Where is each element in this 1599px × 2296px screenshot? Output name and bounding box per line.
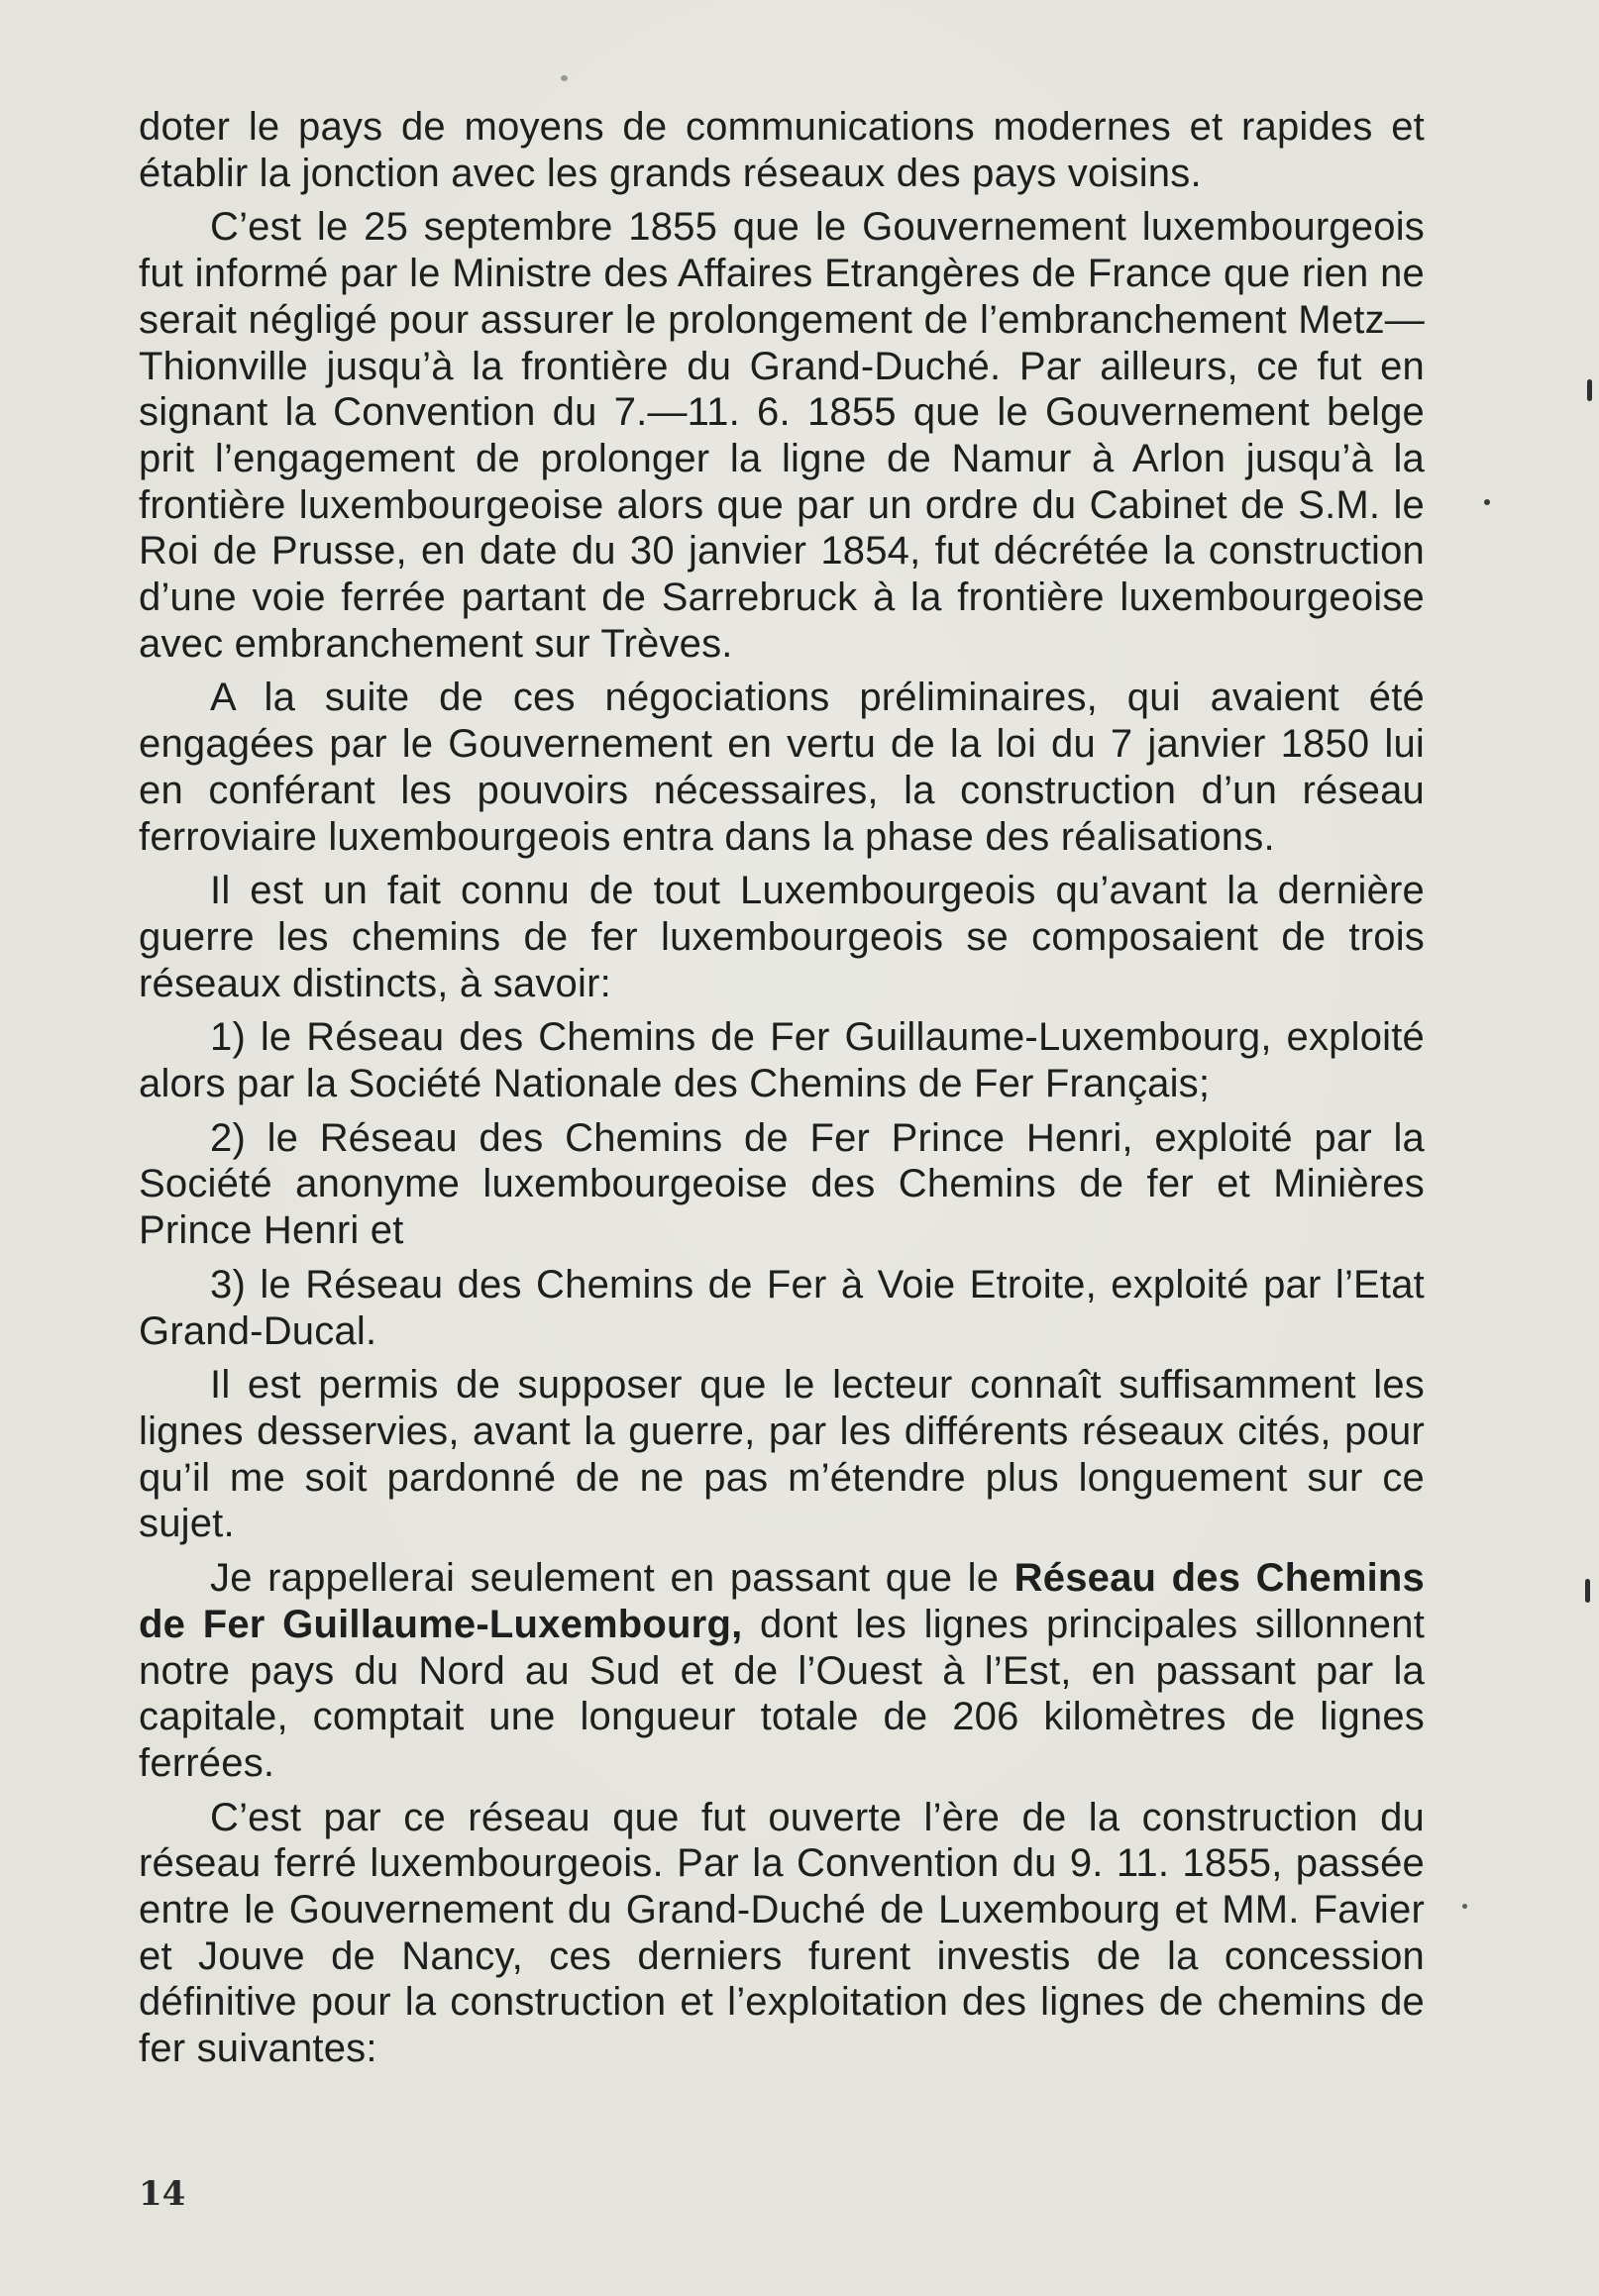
edge-mark [1587,379,1592,401]
paragraph-three-networks: Il est un fait connu de tout Luxembourgeois qu’avant la dernière guerre les chemins de fer luxembourgeois se composaient de trois réseaux distincts, à savoir: [139,869,1425,1005]
paragraph-text-after: dont les lignes principales sillonnent notre pays du Nord au Sud et de l’Ouest à l’Est, en passant par la capitale, comptait une longueur totale de 206 kilomètres de lignes ferrées. [139,1602,1426,1785]
list-item-network-2: 2) le Réseau des Chemins de Fer Prince Henri, exploité par la Société anonyme luxembourgeoise des Chemins de fer et Minières Prince Henri et [139,1115,1425,1253]
list-item-network-3: 3) le Réseau des Chemins de Fer à Voie Etroite, exploité par l’Etat Grand-Ducal. [139,1262,1425,1353]
paragraph-guillaume-luxembourg [139,1555,1425,1787]
paragraph-text-before: Je rappellerai seulement en passant que le [210,1556,1014,1601]
scan-speck [1484,499,1490,505]
paragraph-reader: Il est permis de supposer que le lecteur connaît suffisamment les lignes desservies, avant la guerre, par les différents réseaux cités, pour qu’il me soit pardonné de ne pas m’étendre plus longuement sur ce sujet. [139,1363,1425,1546]
paragraph-negotiations: A la suite de ces négociations préliminaires, qui avaient été engagées par le Gouvernement en vertu de la loi du 7 janvier 1850 lui en conférant les pouvoirs nécessaires, la construction d’un réseau ferroviaire luxembourgeois entra dans la phase des réalisations. [139,676,1425,859]
paragraph-continuation: doter le pays de moyens de communications modernes et rapides et établir la jonction avec les grands réseaux des pays voisins. [139,105,1425,195]
paragraph-concession: C’est par ce réseau que fut ouverte l’ère de la construction du réseau ferré luxembourgeois. Par la Convention du 9. 11. 1855, passée entre le Gouvernement du Grand-Duché de Luxembourg et MM. Favier et Jouve de Nancy, ces derniers furent investis de la concession définitive pour la construction et l’exploitation des lignes de chemins de fer suivantes: [139,1795,1425,2071]
scan-speck [561,75,568,81]
bold-network-name: Réseau des Chemins de Fer Guillaume-Luxembourg, [139,1556,1425,1646]
paragraph-convention-1855: C’est le 25 septembre 1855 que le Gouvernement luxembourgeois fut informé par le Ministre des Affaires Etrangères de France que rien ne serait négligé pour assurer le prolongement de l’embranchement Metz—Thionville jusqu’à la frontière du Grand-Duché. Par ailleurs, ce fut en signant la Convention du 7.—11. 6. 1855 que le Gouvernement belge prit l’engagement de prolonger la ligne de Namur à Arlon jusqu’à la frontière luxembourgeoise alors que par un ordre du Cabinet de S.M. le Roi de Prusse, en date du 30 janvier 1854, fut décrétée la construction d’une voie ferrée partant de Sarrebruck à la frontière luxembourgeoise avec embranchement sur Trèves. [139,205,1425,666]
page-number: 14 [139,2174,186,2214]
body-text [139,104,1425,2080]
edge-mark [1585,1579,1590,1603]
list-item-network-1: 1) le Réseau des Chemins de Fer Guillaume-Luxembourg, exploité alors par la Société Nationale des Chemins de Fer Français; [139,1015,1425,1106]
scan-speck [1462,1904,1467,1909]
